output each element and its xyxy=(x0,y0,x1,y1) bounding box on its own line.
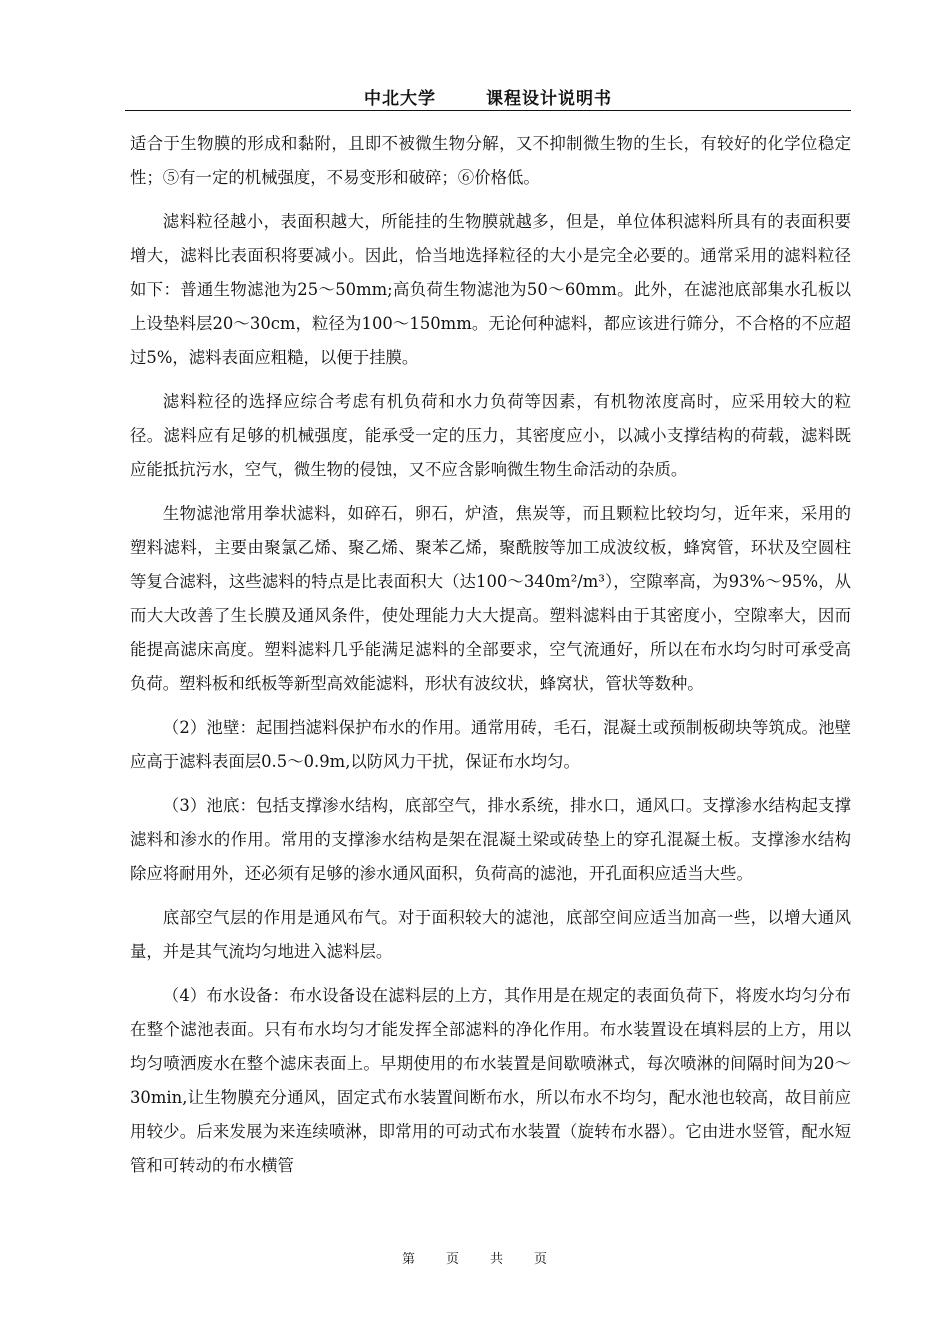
paragraph-4: 生物滤池常用拳状滤料，如碎石，卵石，炉渣，焦炭等，而且颗粒比较均匀，近年来，采用的塑料滤料，主要由聚氯乙烯、聚乙烯、聚苯乙烯，聚酰胺等加工成波纹板，蜂窝管，环状及空圆柱等复合滤料，这些滤料的特点是比表面积大（达100～340m²/m³），空隙率高，为93%～95%，从而大大改善了生长膜及通风条件，使处理能力大大提高。塑料滤料由于其密度小，空隙率大，因而能提高滤床高度。塑料滤料几乎能满足滤料的全部要求，空气流通好，所以在布水均匀时可承受高负荷。塑料板和纸板等新型高效能滤料，形状有波纹状，蜂窝状，管状等数种。 xyxy=(130,504,851,693)
header-title xyxy=(125,84,851,109)
paragraph-1: 适合于生物膜的形成和黏附，且即不被微生物分解，又不抑制微生物的生长，有较好的化学位稳定性；⑤有一定的机械强度，不易变形和破碎；⑥价格低。 xyxy=(130,134,851,187)
paragraph-3: 滤料粒径的选择应综合考虑有机负荷和水力负荷等因素，有机物浓度高时，应采用较大的粒径。滤料应有足够的机械强度，能承受一定的压力，其密度应小，以减小支撑结构的荷载，滤料既应能抵抗污水，空气，微生物的侵蚀，又不应含影响微生物生命活动的杂质。 xyxy=(130,392,851,479)
body-text xyxy=(130,127,851,1193)
footer-ye: 页 xyxy=(445,1252,460,1267)
footer-gong: 共 xyxy=(490,1252,505,1267)
page-header xyxy=(125,78,851,111)
page-footer xyxy=(0,1248,950,1267)
footer-di: 第 xyxy=(401,1252,416,1267)
document-title: 课程设计说明书 xyxy=(486,89,612,109)
paragraph-6: （3）池底：包括支撑渗水结构，底部空气，排水系统，排水口，通风口。支撑渗水结构起支撑滤料和渗水的作用。常用的支撑渗水结构是架在混凝土梁或砖垫上的穿孔混凝土板。支撑渗水结构除应将耐用外，还必须有足够的渗水通风面积，负荷高的滤池，开孔面积应适当大些。 xyxy=(130,796,851,883)
paragraph-7: 底部空气层的作用是通风布气。对于面积较大的滤池，底部空间应适当加高一些，以增大通风量，并是其气流均匀地进入滤料层。 xyxy=(130,908,851,961)
paragraph-8: （4）布水设备：布水设备设在滤料层的上方，其作用是在规定的表面负荷下，将废水均匀分布在整个滤池表面。只有布水均匀才能发挥全部滤料的净化作用。布水装置设在填料层的上方，用以均匀喷洒废水在整个滤床表面上。早期使用的布水装置是间歇喷淋式，每次喷淋的间隔时间为20～30min,让生物膜充分通风，固定式布水装置间断布水，所以布水不均匀，配水池也较高，故目前应用较少。后来发展为来连续喷淋，即常用的可动式布水装置（旋转布水器）。它由进水竖管，配水短管和可转动的布水横管 xyxy=(130,986,851,1175)
footer-ye-total: 页 xyxy=(534,1252,549,1267)
university-name: 中北大学 xyxy=(364,89,436,109)
paragraph-2: 滤料粒径越小，表面积越大，所能挂的生物膜就越多，但是，单位体积滤料所具有的表面积要增大，滤料比表面积将要减小。因此，恰当地选择粒径的大小是完全必要的。通常采用的滤料粒径如下：普通生物滤池为25～50mm;高负荷生物滤池为50～60mm。此外，在滤池底部集水孔板以上设垫料层20～30cm，粒径为100～150mm。无论何种滤料，都应该进行筛分，不合格的不应超过5%，滤料表面应粗糙，以便于挂膜。 xyxy=(130,212,851,367)
paragraph-5: （2）池壁：起围挡滤料保护布水的作用。通常用砖，毛石，混凝土或预制板砌块等筑成。池壁应高于滤料表面层0.5～0.9m,以防风力干扰，保证布水均匀。 xyxy=(130,718,851,771)
